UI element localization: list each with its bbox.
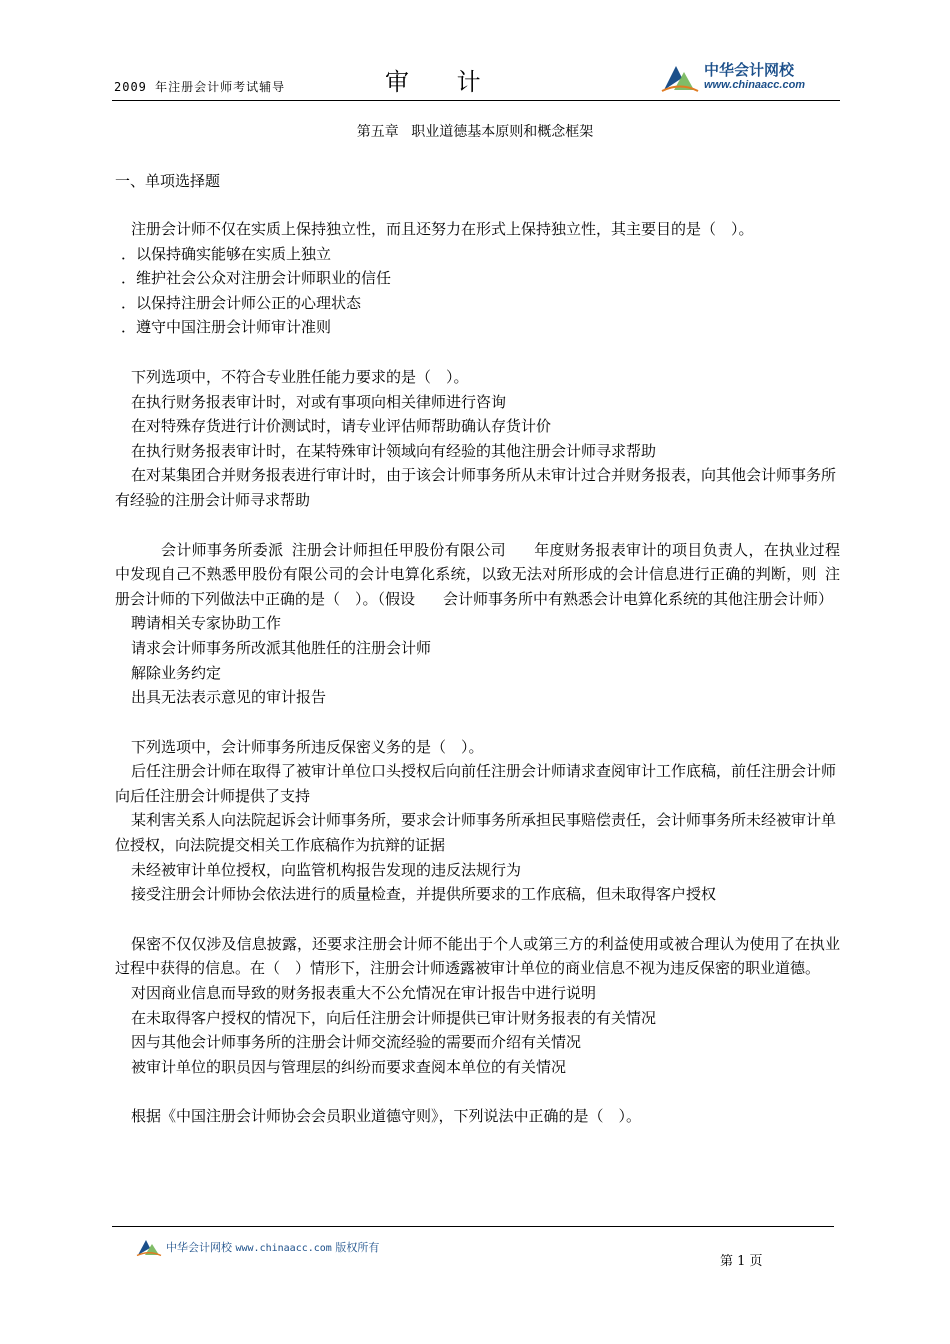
footer-brand-name: 中华会计网校 [166,1241,232,1254]
question-option: 在对某集团合并财务报表进行审计时，由于该会计师事务所从未审计过合并财务报表，向其他会计师事务所有经验的注册会计师寻求帮助 [115,466,837,509]
question-option: 接受注册会计师协会依法进行的质量检查，并提供所要求的工作底稿，但未取得客户授权 [131,885,717,904]
question-option: ．遵守中国注册会计师审计准则 [121,318,332,337]
page-number: 第 1 页 [720,1254,763,1269]
question-option: ．维护社会公众对注册会计师职业的信任 [121,269,392,288]
question-option: 在执行财务报表审计时，对或有事项向相关律师进行咨询 [131,392,507,411]
question-option: 后任注册会计师在取得了被审计单位口头授权后向前任注册会计师请求查阅审计工作底稿，前任注册会计师向后任注册会计师提供了支持 [115,762,837,805]
question-stem: 注册会计师不仅在实质上保持独立性，而且还努力在形式上保持独立性，其主要目的是（ ）。 [131,220,754,238]
question-4 [115,735,840,907]
question-stem: 下列选项中，会计师事务所违反保密义务的是（ ）。 [131,737,484,756]
question-stem: 根据《中国注册会计师协会会员职业道德守则》，下列说法中正确的是（ ）。 [131,1107,642,1126]
question-stem [115,538,840,612]
question-option: 请求会计师事务所改派其他胜任的注册会计师 [131,638,432,657]
logo-url: www.chinaacc.com [704,79,806,91]
header-divider [112,100,840,101]
question-stem: 下列选项中，不符合专业胜任能力要求的是（ ）。 [131,367,469,386]
footer-brand [166,1239,379,1255]
footer-logo-icon [136,1237,162,1257]
question-2 [115,365,840,513]
question-option: 在未取得客户授权的情况下，向后任注册会计师提供已审计财务报表的有关情况 [131,1008,657,1027]
stem-part: 注册会计师担任甲股份有限公司 [291,540,506,559]
footer-divider [112,1226,834,1227]
footer-rights: 版权所有 [335,1241,380,1254]
stem-part: 年度财务报表审计的项目负责人，在执业过程中发现自己不熟悉甲股份有限公司的会计电算化系统，以致无法对所形成的会计信息进行正确的判断，则 [115,540,840,584]
footer-url[interactable]: www.chinaacc.com [235,1243,332,1254]
question-option: ．以保持注册会计师公正的心理状态 [121,293,362,312]
stem-part: 会计师事务所中有熟悉会计电算化系统的其他注册会计师） [443,589,834,608]
header-year-text: 2009 年注册会计师考试辅导 [114,80,286,94]
question-option: 某利害关系人向法院起诉会计师事务所，要求会计师事务所承担民事赔偿责任，会计师事务所未经被审计单位授权，向法院提交相关工作底稿作为抗辩的证据 [115,811,837,855]
question-option: 在执行财务报表审计时，在某特殊审计领域向有经验的其他注册会计师寻求帮助 [131,441,657,460]
chapter-title: 职业道德基本原则和概念框架 [411,124,594,140]
question-option: 未经被审计单位授权，向监管机构报告发现的违反法规行为 [131,860,522,879]
chapter-number: 第五章 [356,124,399,140]
section-title: 一、单项选择题 [115,172,221,190]
chinaacc-logo[interactable] [660,58,840,98]
question-6 [115,1104,840,1129]
stem-part: 注册会计师的下列做法中正确的是（ ）。（假设 [115,565,840,608]
question-option: 对因商业信息而导致的财务报表重大不公允情况在审计报告中进行说明 [131,984,597,1003]
question-5 [115,932,840,1080]
chapter-heading [0,121,950,141]
question-option: ．以保持确实能够在实质上独立 [121,244,332,263]
question-option: 聘请相关专家协助工作 [131,614,282,633]
logo-brand-name: 中华会计网校 [704,61,795,79]
question-option: 出具无法表示意见的审计报告 [131,688,327,707]
question-option: 因与其他会计师事务所的注册会计师交流经验的需要而介绍有关情况 [131,1033,582,1052]
stem-part: 会计师事务所委派 [161,540,284,559]
header-subject-title: 审 计 [385,68,501,96]
question-1 [115,217,840,340]
question-list [115,217,840,1154]
chinaacc-logo-icon [660,60,700,94]
question-option: 在对特殊存货进行计价测试时，请专业评估师帮助确认存货计价 [131,417,552,436]
question-stem: 保密不仅仅涉及信息披露，还要求注册会计师不能出于个人或第三方的利益使用或被合理认为使用了在执业过程中获得的信息。在（ ）情形下，注册会计师透露被审计单位的商业信息不视为违反保密的职业道德。 [115,934,840,978]
question-option: 被审计单位的职员因与管理层的纠纷而要求查阅本单位的有关情况 [131,1057,567,1076]
question-3 [115,538,840,710]
question-option: 解除业务约定 [131,663,222,682]
